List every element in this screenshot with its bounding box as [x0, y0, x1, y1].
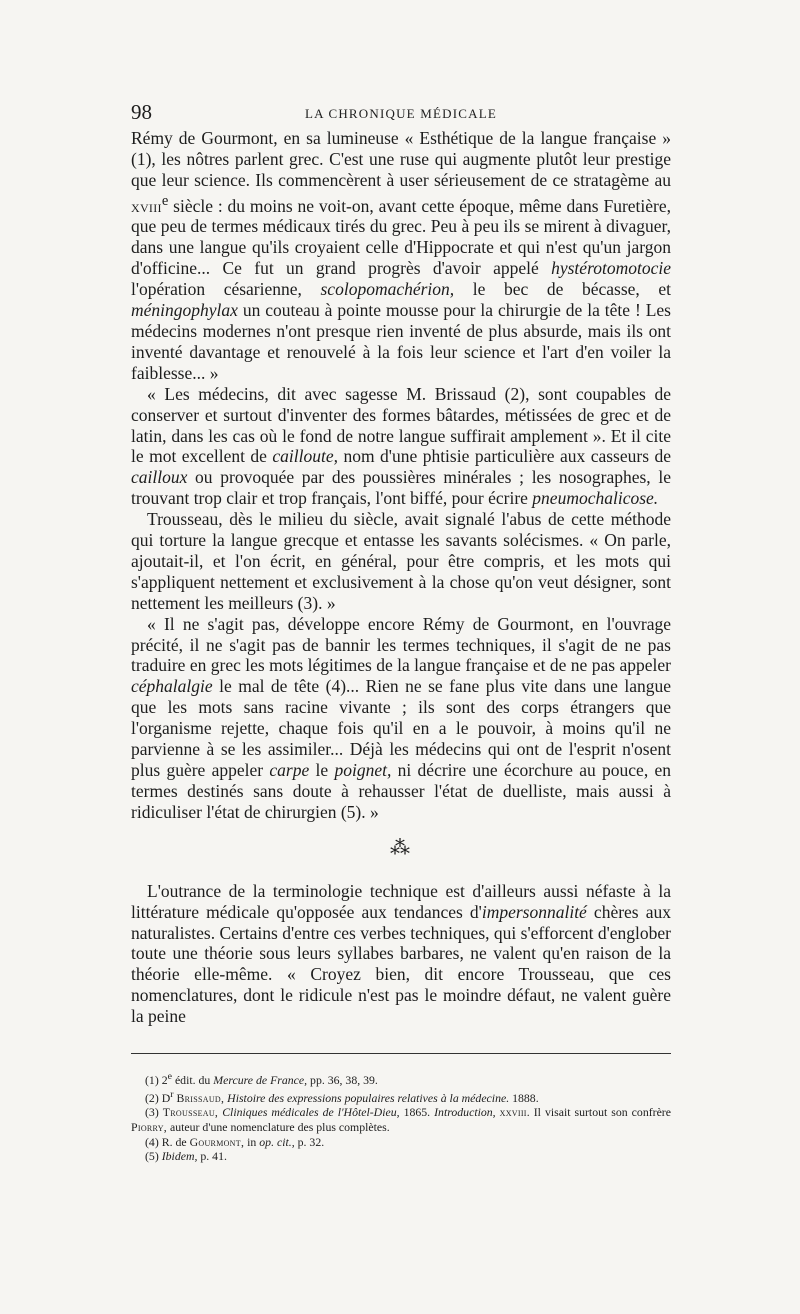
body-text [131, 128, 671, 1027]
italic-title: Ibidem, [161, 1149, 198, 1164]
paragraph-4 [131, 614, 671, 823]
text-span: pp. 36, 38, 39. [307, 1072, 378, 1087]
italic-term: pneumochalicose. [532, 488, 659, 509]
paragraph-2 [131, 384, 671, 509]
author-name: Trousseau, [162, 1105, 219, 1120]
author-name: Gourmont, [189, 1134, 245, 1149]
text-span: chères aux naturalistes. Certains d'entre ces verbes techniques, qui s'efforcent d'englober toute une théorie sous leurs syllabes barbares, ne valent qu'en raison de la théorie elle-même. « Croyez bien, dit encore Trousseau, que ces nomenclatures, dont le ridicule n'est pas le moindre défaut, ne valent guère la peine [131, 901, 671, 1027]
text-span: nom d'une phtisie particulière aux casseurs de [338, 446, 672, 467]
text-span: D [158, 1090, 171, 1105]
page-number: 98 [131, 100, 152, 124]
text-span: édit. du [172, 1072, 214, 1087]
italic-term: méningophylax [131, 300, 238, 321]
footnote-5 [131, 1149, 671, 1164]
running-title: LA CHRONIQUE MÉDICALE [304, 106, 498, 121]
footnote-3 [131, 1105, 671, 1134]
footnote-2 [131, 1088, 671, 1106]
italic-term: scolopomachérion, [320, 279, 455, 300]
footnote-number: (2) [145, 1090, 159, 1105]
italic-term: cailloux [131, 467, 188, 488]
text-span: le mal de tête (4)... Rien ne se fane plus vite dans une langue que les mots sans racine vivante ; ils sont des corps étrangers que l'organisme rejette, chaque fois qu'il en a le pouvoir, à moins qu'il ne parvienne à se les assimiler... Déjà les médecins qui ont de l'esprit n'osent plus guère appeler [131, 676, 671, 781]
italic-term: impersonnalité [481, 901, 587, 922]
italic-term: cailloute, [272, 446, 339, 467]
text-span: 1888. [509, 1090, 539, 1105]
superscript: e [161, 192, 169, 209]
author-name: Brissaud, [176, 1090, 225, 1105]
text-span: siècle : du moins ne voit-on, avant cette époque, même dans Furetière, que peu de termes médicaux tirés du grec. Peu à peu ils se mirent à divaguer, dans une langue qu'ils croyaient celle d'Hippocrate et qui n'est qu'un jargon d'officine... Ce fut un grand progrès d'avoir appelé [131, 195, 671, 279]
footnote-4 [131, 1135, 671, 1150]
paragraph-3 [131, 509, 671, 614]
text-span: 1865. [399, 1105, 435, 1120]
italic-title: op. cit., [259, 1134, 295, 1149]
roman-numeral: xviii [131, 195, 162, 216]
text-span: un couteau à pointe mousse pour la chirurgie de la tête ! Les médecins modernes n'ont presque rien inventé de plus absurde, mais ils ont inventé davantage et renouvelé à la fois leur science et l'art d'en voiler la faiblesse... » [131, 300, 671, 383]
author-name: Piorry, [131, 1119, 168, 1134]
text-span: ni décrire une écorchure au pouce, en termes destinés sans doute à rehausser l'état de duelliste, mais aussi à ridiculiser l'état de chirurgien (5). » [131, 760, 672, 822]
italic-title: Mercure de France, [213, 1072, 308, 1087]
footnote-rule [131, 1053, 671, 1054]
footnote-number: (4) [145, 1134, 159, 1149]
text-span: le [309, 760, 335, 781]
text-span: p. 41. [197, 1149, 227, 1164]
text-span: ou provoquée par des poussières minérales ; les nosographes, le trouvant trop clair et trop français, l'ont biffé, pour écrire [131, 467, 671, 509]
text-span: Trousseau, dès le milieu du siècle, avait signalé l'abus de cette méthode qui torture la langue grecque et entasse les savants solécismes. « On parle, ajoutait-il, et l'on écrit, en général, pour être compris, et les mots qui s'appliquent nettement et exclusivement à la chose qu'on veut désigner, sont nettement les meilleurs (3). » [131, 509, 671, 613]
italic-term: céphalalgie [131, 676, 213, 697]
text-span: . Il visait surtout son confrère [526, 1105, 671, 1120]
text-span: « Il ne s'agit pas, développe encore Rémy de Gourmont, en l'ouvrage précité, il ne s'agit pas de bannir les termes techniques, il s'agit de ne pas traduire en grec les mots légitimes de la langue française et de ne pas appeler [131, 613, 671, 676]
page-header [131, 100, 671, 130]
text-span: R. de [158, 1134, 190, 1149]
text-span: le bec de bécasse, et [454, 279, 671, 300]
text-span: auteur d'une nomenclature des plus complètes. [167, 1119, 390, 1134]
text-span: L'outrance de la terminologie technique est d'ailleurs aussi néfaste à la littérature médicale qu'opposée aux tendances d' [131, 880, 671, 922]
text-span: p. 32. [294, 1134, 325, 1149]
footnote-number: (5) [145, 1149, 159, 1164]
paragraph-1 [131, 128, 671, 384]
superscript: e [167, 1071, 172, 1082]
italic-title: Cliniques médicales de l'Hôtel-Dieu, [222, 1105, 400, 1120]
italic-title: Introduction, [434, 1105, 496, 1120]
text-span: in [244, 1134, 260, 1149]
text-span: l'opération césarienne, [131, 279, 321, 300]
superscript: r [170, 1088, 174, 1100]
italic-title: Histoire des expressions populaires relatives à la médecine. [227, 1090, 510, 1105]
footnote-1 [131, 1070, 671, 1088]
italic-term: carpe [269, 760, 310, 781]
section-separator-asterism: ⁂ [390, 836, 412, 859]
footnote-number: (3) [145, 1105, 159, 1120]
text-span: 2 [158, 1072, 168, 1087]
footnotes [131, 1070, 671, 1164]
footnote-number: (1) [145, 1072, 159, 1087]
text-span: « Les médecins, dit avec sagesse M. Brissaud (2), sont coupables de conserver et surtout d'inventer des formes bâtardes, métissées de grec et de latin, dans les cas où le fond de notre langue suffirait amplement ». Et il cite le mot excellent de [131, 383, 671, 467]
italic-term: poignet, [334, 760, 392, 781]
roman-numeral: xxviii [499, 1105, 527, 1120]
text-span: Rémy de Gourmont, en sa lumineuse « Esthétique de la langue française » (1), les nôtres parlent grec. C'est une ruse qui augmente plutôt leur prestige que leur science. Ils commencèrent à user sérieusement de ce stratagème au [131, 128, 671, 190]
italic-term: hystérotomotocie [551, 258, 671, 279]
paragraph-5 [131, 881, 671, 1027]
